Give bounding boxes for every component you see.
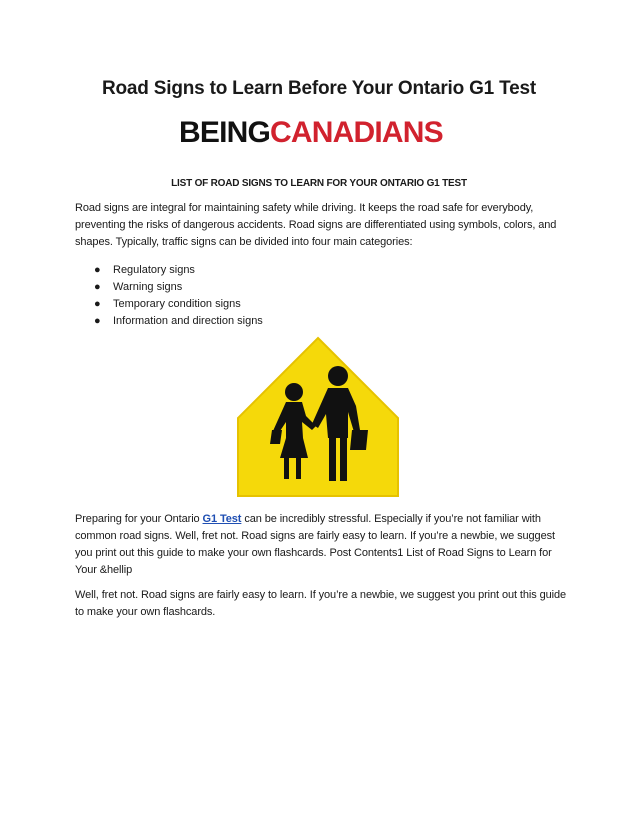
beingcanadians-logo — [179, 116, 443, 150]
list-item — [75, 313, 263, 330]
logo-canadians: CANADIANS — [270, 116, 443, 149]
closing-paragraph: Well, fret not. Road signs are fairly easy to learn. If you’re a newbie, we suggest you print out this guide to make your own flashcards. — [75, 589, 566, 618]
prep-text-after: can be incredibly stressful. Especially if you’re not familiar with common road signs. Well, fret not. Road signs are fairly easy to learn. If you’re a newbie, we suggest you print out this guide to make your own flashcards. Post Contents1 List of Road Signs to Learn for Your &hellip — [75, 513, 555, 576]
g1-test-link[interactable]: G1 Test — [202, 513, 242, 525]
list-item — [75, 296, 263, 313]
sign-category-list — [75, 262, 263, 330]
section-subheading: LIST OF ROAD SIGNS TO LEARN FOR YOUR ONTARIO G1 TEST — [171, 178, 467, 189]
list-item-label: Temporary condition signs — [113, 298, 241, 310]
prep-text-before: Preparing for your Ontario — [75, 513, 203, 525]
school-zone-sign-image — [236, 334, 400, 498]
list-item-label: Regulatory signs — [113, 264, 195, 276]
list-item-label: Information and direction signs — [113, 315, 263, 327]
list-item-label: Warning signs — [113, 281, 183, 293]
intro-paragraph: Road signs are integral for maintaining safety while driving. It keeps the road safe for everybody, preventing the risks of dangerous accidents. Road signs are differentiated using symbols, colors, and shapes. Typically, traffic signs can be divided into four main categories: — [75, 202, 557, 248]
bullet-icon: ● — [94, 281, 101, 293]
prep-paragraph — [75, 511, 575, 579]
list-item — [75, 262, 263, 279]
bullet-icon: ● — [94, 298, 101, 310]
bullet-icon: ● — [94, 315, 101, 327]
list-item — [75, 279, 263, 296]
logo-being: BEING — [179, 116, 271, 149]
document-title: Road Signs to Learn Before Your Ontario G1 Test — [101, 78, 536, 99]
bullet-icon: ● — [94, 264, 101, 276]
